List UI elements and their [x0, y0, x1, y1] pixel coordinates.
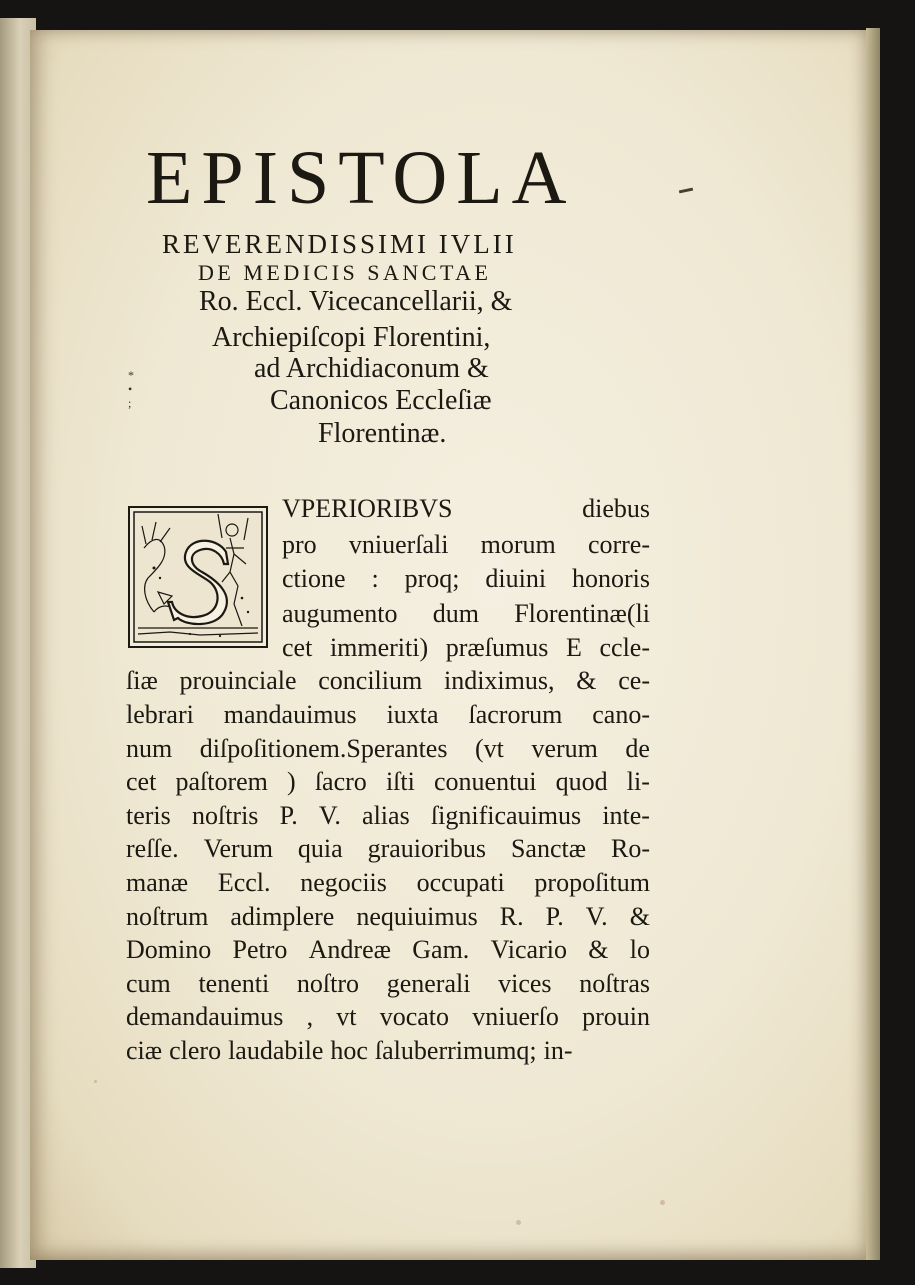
word: adimplere — [230, 902, 335, 931]
word: ccle- — [599, 633, 650, 662]
word: honoris — [571, 564, 650, 593]
heading-line-6: Canonicos Eccleſiæ — [270, 385, 492, 416]
word: li- — [626, 767, 650, 796]
body-line-9 — [126, 769, 650, 795]
word: indiximus, — [443, 666, 555, 695]
word: immeriti) — [329, 633, 429, 662]
body-line-14 — [126, 937, 650, 963]
word: augumento — [282, 599, 398, 628]
body-line-16 — [126, 1004, 650, 1030]
word: proq; — [404, 564, 460, 593]
word: occupati — [416, 868, 505, 897]
word: verum — [531, 734, 598, 763]
word: quia — [297, 834, 343, 863]
paper-stain — [94, 1080, 97, 1083]
word: vocato — [379, 1002, 450, 1031]
word: clero — [169, 1036, 222, 1065]
word: paſtorem — [175, 767, 268, 796]
word: quod — [555, 767, 608, 796]
word: laudabile — [228, 1036, 324, 1065]
word: (vt — [475, 734, 504, 763]
word: Sanctæ — [510, 834, 587, 863]
word: concilium — [318, 666, 423, 695]
paper-stain — [516, 1220, 521, 1225]
word: diebus — [582, 494, 650, 523]
word: negociis — [300, 868, 387, 897]
body-line-11 — [126, 836, 650, 862]
word: Vicario — [490, 935, 567, 964]
body-line-5 — [282, 635, 650, 661]
word: num — [126, 734, 173, 763]
word: Verum — [203, 834, 273, 863]
word: noſtris — [191, 801, 259, 830]
word: Domino — [126, 935, 212, 964]
word: V. — [585, 902, 608, 931]
word: mandauimus — [223, 700, 357, 729]
word: teris — [126, 801, 171, 830]
body-line-3 — [282, 566, 650, 592]
word: ſacro — [314, 767, 367, 796]
word: propoſitum — [534, 868, 650, 897]
page-title: EPISTOLA — [146, 136, 576, 220]
word: P. — [545, 902, 564, 931]
heading-line-1: REVERENDISSIMI IVLII — [162, 229, 517, 259]
word: ſacrorum — [468, 700, 563, 729]
word: præſumus — [445, 633, 549, 662]
word: lo — [629, 935, 650, 964]
word: cum — [126, 969, 171, 998]
word: demandauimus — [126, 1002, 284, 1031]
word: Florentinæ(li — [514, 599, 650, 628]
word: reſſe. — [126, 834, 179, 863]
body-line-17 — [126, 1038, 650, 1064]
body-line-1 — [282, 496, 650, 522]
body-line-4 — [282, 601, 650, 627]
word: ) — [287, 767, 296, 796]
body-line-2 — [282, 532, 650, 558]
word: in- — [543, 1036, 573, 1065]
word: iuxta — [386, 700, 439, 729]
word: prouinciale — [179, 666, 297, 695]
word: cet — [282, 633, 313, 662]
word: vices — [498, 969, 552, 998]
word: ce- — [618, 666, 650, 695]
word: generali — [386, 969, 471, 998]
word: vniuerſali — [348, 530, 449, 559]
word: : — [371, 564, 379, 593]
word: Ro- — [611, 834, 650, 863]
word: V. — [318, 801, 341, 830]
decorated-initial — [128, 506, 268, 648]
body-line-7 — [126, 702, 650, 728]
word: Eccl. — [217, 868, 271, 897]
paper-stain — [660, 1200, 665, 1205]
word: ctione — [282, 564, 346, 593]
word: , — [306, 1002, 314, 1031]
word: noſtras — [579, 969, 650, 998]
page-stack-edge — [866, 28, 880, 1260]
body-line-6 — [126, 668, 650, 694]
word: noſtrum — [126, 902, 209, 931]
word: tenenti — [198, 969, 270, 998]
word: Gam. — [412, 935, 470, 964]
body-line-8 — [126, 736, 650, 762]
word: inte- — [602, 801, 650, 830]
word: & — [588, 935, 609, 964]
word: ſiæ — [126, 666, 158, 695]
word: de — [625, 734, 650, 763]
word: cet — [126, 767, 157, 796]
word: dum — [432, 599, 479, 628]
heading-line-5: ad Archidiaconum & — [254, 353, 489, 384]
word: ſaluberrimumq; — [374, 1036, 537, 1065]
word: Andreæ — [308, 935, 391, 964]
word: VPERIORIBVS — [282, 494, 453, 523]
word: prouin — [582, 1002, 650, 1031]
word: diſpoſitionem.Sperantes — [199, 734, 448, 763]
word: & — [576, 666, 597, 695]
body-line-13 — [126, 904, 650, 930]
word: vt — [336, 1002, 357, 1031]
word: P. — [279, 801, 298, 830]
word: Petro — [232, 935, 288, 964]
word: R. — [499, 902, 524, 931]
word: corre- — [587, 530, 650, 559]
word: vniuerſo — [472, 1002, 559, 1031]
word: manæ — [126, 868, 189, 897]
margin-mark: * • ; — [128, 368, 134, 410]
heading-line-4: Archiepiſcopi Florentini, — [212, 322, 491, 353]
word: diuini — [485, 564, 547, 593]
word: pro — [282, 530, 317, 559]
woodcut-illustration — [130, 508, 266, 646]
word: cano- — [592, 700, 650, 729]
word: alias — [362, 801, 410, 830]
word: E — [565, 633, 582, 662]
word: ſignificauimus — [430, 801, 582, 830]
body-line-10 — [126, 803, 650, 829]
word: hoc — [330, 1036, 368, 1065]
word: iſti — [385, 767, 415, 796]
word: grauioribus — [367, 834, 487, 863]
heading-line-2: DE MEDICIS SANCTAE — [198, 260, 492, 285]
word: & — [629, 902, 650, 931]
word: morum — [480, 530, 556, 559]
body-line-12 — [126, 870, 650, 896]
body-line-15 — [126, 971, 650, 997]
word: noſtro — [296, 969, 360, 998]
word: conuentui — [433, 767, 537, 796]
heading-line-3: Ro. Eccl. Vicecancellarii, & — [199, 286, 513, 317]
word: lebrari — [126, 700, 194, 729]
word: nequiuimus — [356, 902, 478, 931]
heading-line-7: Florentinæ. — [318, 418, 447, 449]
word: ciæ — [126, 1036, 163, 1065]
